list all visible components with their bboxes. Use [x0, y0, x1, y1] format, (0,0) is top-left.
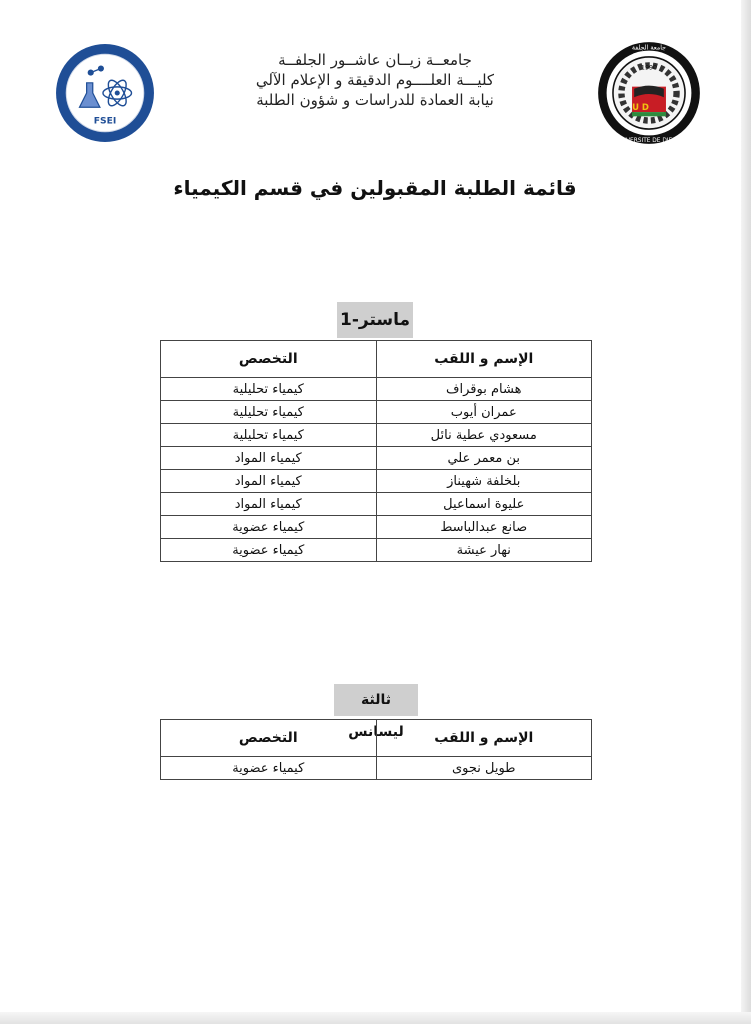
- table-row: [161, 516, 592, 539]
- student-specialty: كيمياء تحليلية: [161, 424, 377, 447]
- student-name: صانع عبدالباسط: [376, 516, 592, 539]
- university-logo: [596, 40, 702, 146]
- svg-text:UNIVERSITE DE DJELFA: UNIVERSITE DE DJELFA: [615, 137, 683, 144]
- student-name: عمران أيوب: [376, 401, 592, 424]
- deanery-name: نيابة العمادة للدراسات و شؤون الطلبة: [256, 91, 494, 109]
- table-row: [161, 424, 592, 447]
- page-edge-right: [741, 0, 751, 1024]
- table-row: [161, 378, 592, 401]
- column-header-name: الإسم و اللقب: [376, 341, 592, 378]
- student-specialty: كيمياء المواد: [161, 470, 377, 493]
- student-name: طويل نجوى: [376, 757, 592, 780]
- section-label-licence-3: ثالثة ليسانس: [334, 684, 418, 716]
- licence-3-table: [160, 719, 592, 780]
- table-row: [161, 470, 592, 493]
- svg-text:جامعة الجلفة: جامعة الجلفة: [631, 44, 667, 52]
- table-header-row: [161, 341, 592, 378]
- faculty-name: كليـــة العلــــوم الدقيقة و الإعلام الآلي: [255, 71, 495, 89]
- column-header-specialty: التخصص: [161, 341, 377, 378]
- student-name: هشام بوقراف: [376, 378, 592, 401]
- svg-text:1990: 1990: [640, 64, 658, 72]
- table-row: [161, 539, 592, 562]
- master-1-table: [160, 340, 592, 562]
- column-header-specialty: التخصص: [161, 720, 377, 757]
- page-edge-bottom: [0, 1012, 751, 1024]
- student-name: بن معمر علي: [376, 447, 592, 470]
- student-specialty: كيمياء تحليلية: [161, 401, 377, 424]
- student-specialty: كيمياء المواد: [161, 493, 377, 516]
- table-row: [161, 401, 592, 424]
- faculty-logo: [54, 42, 156, 144]
- institution-header: [180, 50, 570, 110]
- column-header-name: الإسم و اللقب: [376, 720, 592, 757]
- page-title: قائمة الطلبة المقبولين في قسم الكيمياء: [173, 176, 577, 200]
- student-name: مسعودي عطية نائل: [376, 424, 592, 447]
- student-specialty: كيمياء المواد: [161, 447, 377, 470]
- student-name: نهار عيشة: [376, 539, 592, 562]
- svg-text:U D: U D: [632, 101, 649, 112]
- student-specialty: كيمياء عضوية: [161, 757, 377, 780]
- table-header-row: [161, 720, 592, 757]
- table-row: [161, 493, 592, 516]
- student-specialty: كيمياء تحليلية: [161, 378, 377, 401]
- university-name: جامعــة زيــان عاشــور الجلفــة: [278, 51, 472, 69]
- student-specialty: كيمياء عضوية: [161, 539, 377, 562]
- table-row: [161, 757, 592, 780]
- student-name: بلخلفة شهيناز: [376, 470, 592, 493]
- student-specialty: كيمياء عضوية: [161, 516, 377, 539]
- student-name: عليوة اسماعيل: [376, 493, 592, 516]
- table-row: [161, 447, 592, 470]
- svg-text:FSEI: FSEI: [93, 115, 117, 127]
- section-label-master-1: ماستر-1: [337, 302, 413, 338]
